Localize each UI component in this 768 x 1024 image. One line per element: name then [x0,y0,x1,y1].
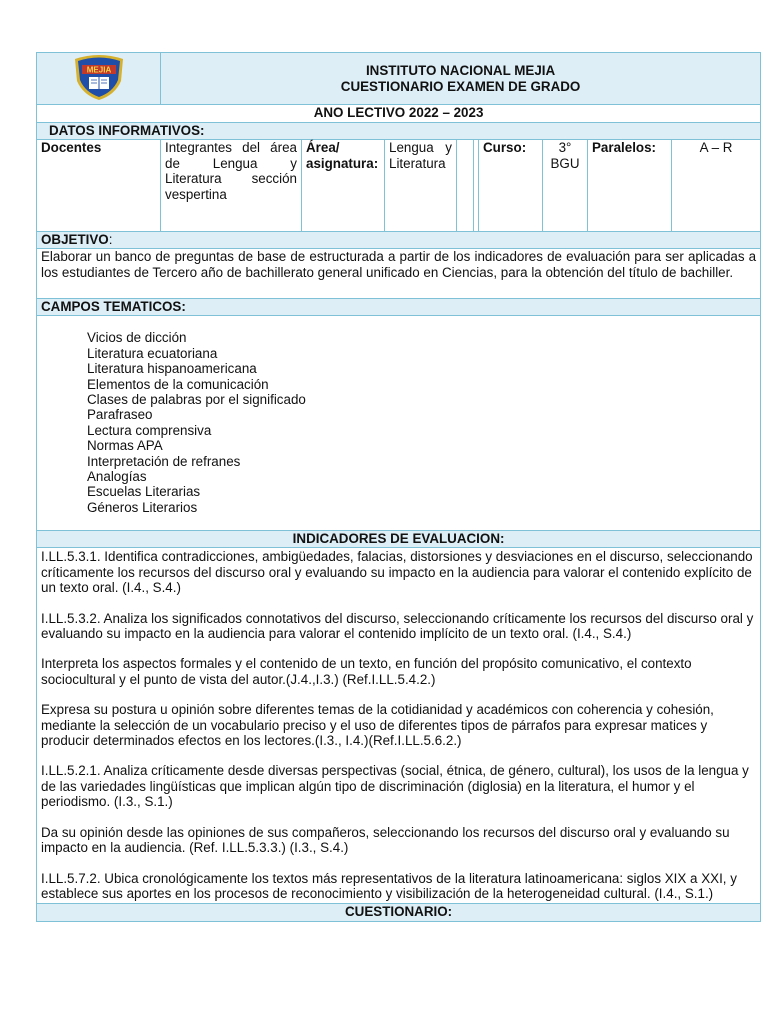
exam-title: CUESTIONARIO EXAMEN DE GRADO [340,78,581,94]
paralelos-value: A – R [672,140,761,232]
campo-item: Lectura comprensiva [87,422,212,438]
indicador-item: Da su opinión desde las opiniones de sus compañeros, seleccionando los recursos del discurso oral y evaluando su impacto en la audiencia. (Ref. I.LL.5.3.3.) (I.3., S.4.) [41,824,730,856]
objetivo-text: Elaborar un banco de preguntas de base de estructurada a partir de los indicadores de evaluación para ser aplicadas a los estudiantes de Tercero año de bachillerato general unificado en Ciencias, para la obtención del título de bachiller. [37,249,761,299]
curso-label: Curso: [479,140,543,232]
cuestionario-heading: CUESTIONARIO: [37,904,761,922]
objetivo-heading: OBJETIVO [41,232,109,248]
indicador-item: Expresa su postura u opinión sobre diferentes temas de la cotidianidad y académicos con coherencia y cohesión, mediante la selección de un vocabulario preciso y el uso de diferentes tipos de párrafos para expresar matices y producir determinados efectos en los lectores.(I.3., I.4.)(Ref.I.LL.5.6.2.) [41,702,714,749]
logo-text: MEJIA [86,65,111,75]
docentes-value: Integrantes del área de Lengua y Literatura sección vespertina [161,140,302,232]
indicador-item: I.LL.5.7.2. Ubica cronológicamente los textos más representativos de la literatura latinoamericana: siglos XIX a XXI, y establece sus aportes en los procesos de reconocimiento y visibilización de la heterogeneidad cultural. (I.4., S.1.) [41,870,737,901]
campo-item: Interpretación de refranes [87,453,241,469]
indicador-item: Interpreta los aspectos formales y el contenido de un texto, en función del propósito comunicativo, el contexto sociocultural y el punto de vista del autor.(J.4.,I.3.) (Ref.I.LL.5.4.2.) [41,656,692,687]
campos-heading: CAMPOS TEMATICOS: [37,299,761,316]
campo-item: Géneros Literarios [87,499,198,515]
institution-name: INSTITUTO NACIONAL MEJIA [365,63,556,79]
paralelos-label: Paralelos: [588,140,672,232]
campo-item: Literatura hispanoamericana [87,361,257,377]
indicadores-list [37,548,761,904]
campos-list [37,316,761,531]
area-label: Área/ asignatura: [302,140,385,232]
curso-value: 3° BGU [543,140,588,232]
campo-item: Literatura ecuatoriana [87,345,218,361]
campo-item: Parafraseo [87,407,153,423]
indicador-item: I.LL.5.3.1. Identifica contradicciones, ambigüedades, falacias, distorsiones y desviaciones en el discurso, seleccionando críticamente los recursos del discurso oral y evaluando su impacto en la audiencia para valorar el contenido explícito de un texto oral. (I.4., S.4.) [41,549,753,596]
campo-item: Escuelas Literarias [87,484,201,500]
area-value: Lengua y Literatura [385,140,457,232]
campo-item: Elementos de la comunicación [87,376,269,392]
school-year: ANO LECTIVO 2022 – 2023 [37,105,761,123]
exam-document [36,52,760,922]
indicador-item: I.LL.5.3.2. Analiza los significados connotativos del discurso, seleccionando críticamente los recursos del discurso oral y evaluando su impacto en la audiencia para valorar el contenido implícito de un texto oral. (I.4., S.4.) [41,610,754,642]
datos-heading: DATOS INFORMATIVOS: [37,123,761,140]
exam-table [36,52,761,922]
objetivo-heading-cell: OBJETIVO: [37,232,761,249]
campo-item: Vicios de dicción [87,330,187,346]
indicadores-heading: INDICADORES DE EVALUACION: [37,531,761,548]
campo-item: Normas APA [87,438,163,454]
school-shield-logo [69,53,129,101]
campo-item: Clases de palabras por el significado [87,392,306,408]
campo-item: Analogías [87,469,147,485]
indicador-item: I.LL.5.2.1. Analiza críticamente desde diversas perspectivas (social, étnica, de género, cultural), los usos de la lengua y de las variedades lingüísticas que implican algún tipo de discriminación (diglosia) en la literatura, el humor y el periodismo. (I.3., S.1.) [41,763,749,810]
docentes-label: Docentes [37,140,161,232]
logo-cell [37,53,161,105]
